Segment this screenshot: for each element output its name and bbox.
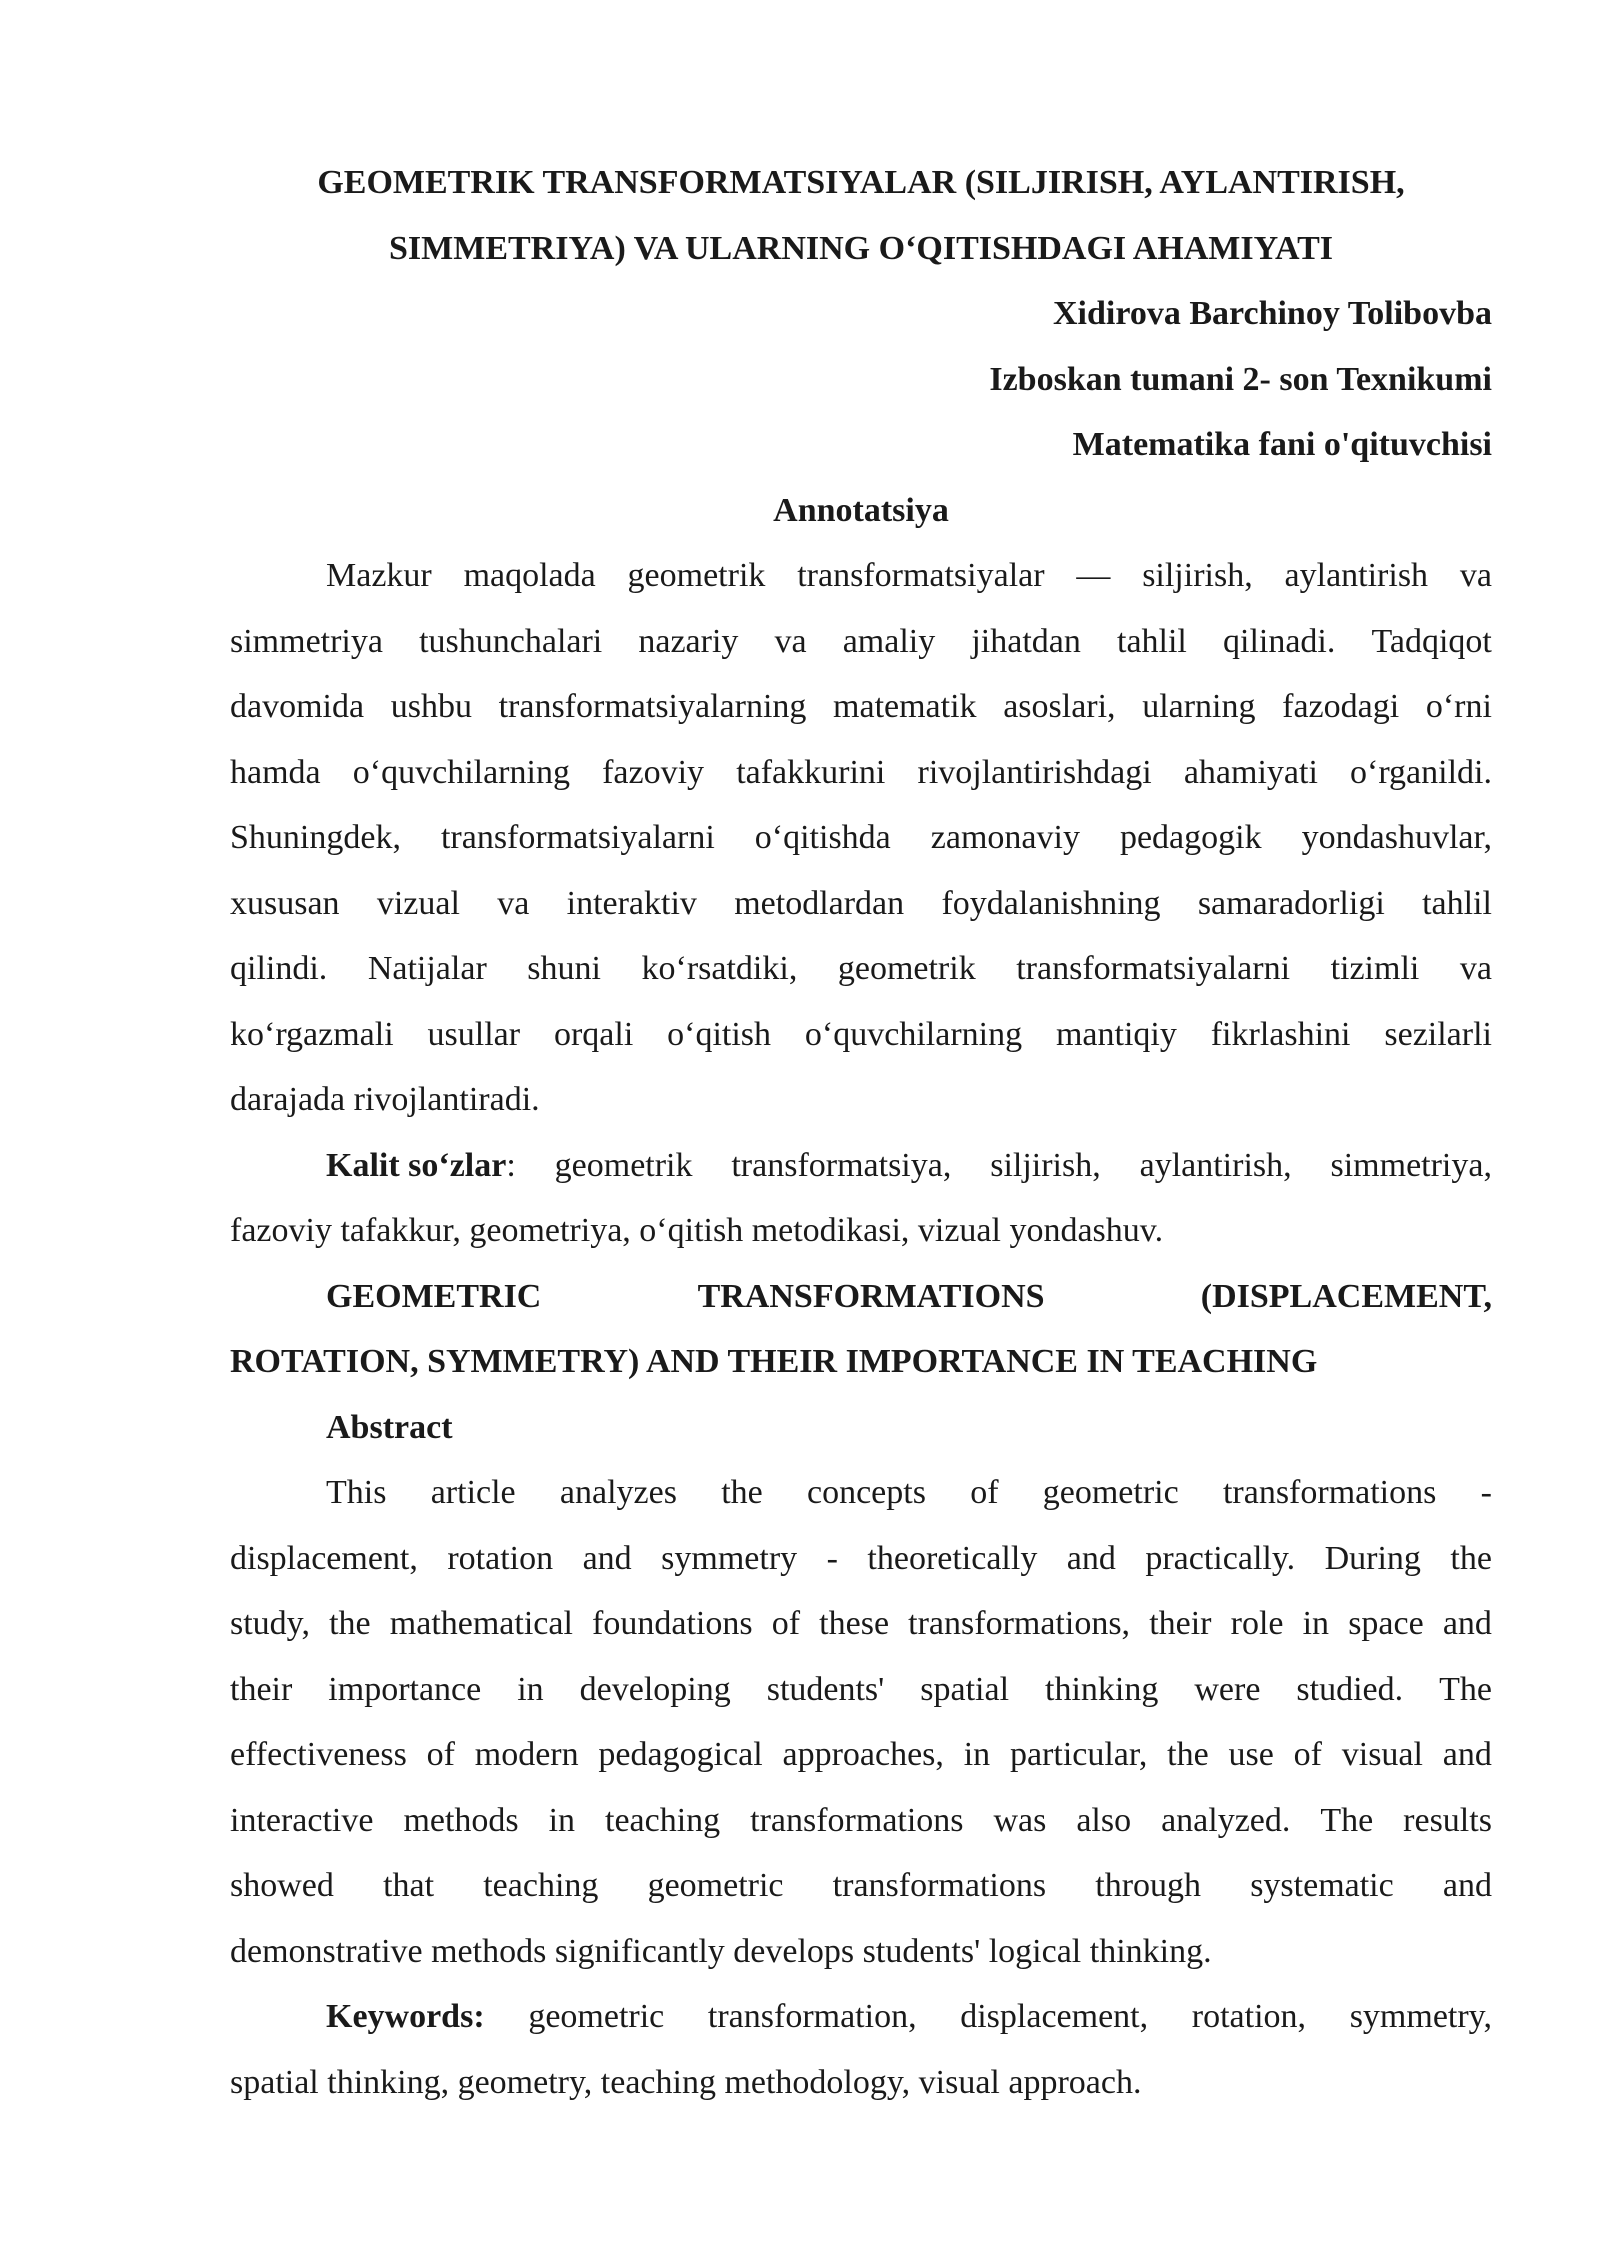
word: of: [970, 1474, 999, 1511]
keywords-uz-label: Kalit so‘zlar: [326, 1146, 507, 1184]
word: The: [1320, 1801, 1374, 1839]
word: hamda: [230, 753, 321, 791]
word: foydalanishning: [941, 884, 1161, 922]
word: geometrik: [837, 950, 976, 987]
word: o‘quvchilarning: [352, 753, 570, 791]
word: space: [1348, 1605, 1424, 1642]
word: Shuningdek,: [230, 819, 401, 856]
word: transformatsiyalarni: [440, 819, 715, 856]
word: displacement,: [230, 1539, 418, 1577]
word: sezilarli: [1384, 1015, 1492, 1053]
word: geometrik: [627, 557, 766, 594]
word: fazodagi: [1282, 688, 1400, 725]
abstract-line: [230, 1722, 1492, 1788]
word: analyzed.: [1161, 1801, 1291, 1839]
annotation-line: [230, 674, 1492, 740]
word: practically.: [1145, 1539, 1296, 1577]
word: va: [497, 884, 530, 922]
word: vizual: [376, 884, 460, 922]
word: methods: [403, 1801, 519, 1839]
word: in: [1302, 1605, 1330, 1642]
word: and: [1442, 1605, 1492, 1642]
word: pedagogical: [598, 1736, 763, 1773]
word: fikrlashini: [1210, 1015, 1351, 1053]
word: transformatsiyalarni: [1016, 950, 1291, 987]
word: ko‘rgazmali: [230, 1015, 394, 1053]
word: o‘rganildi.: [1350, 753, 1492, 791]
word: During: [1324, 1539, 1421, 1577]
word: theoretically: [867, 1539, 1038, 1577]
paper-title: [230, 150, 1492, 281]
english-title-word: TRANSFORMATIONS: [697, 1277, 1045, 1315]
word: matematik: [833, 688, 977, 725]
word: study,: [230, 1605, 310, 1642]
word: particular,: [1009, 1736, 1148, 1773]
word: Kalit so‘zlar:: [326, 1146, 516, 1184]
word: orqali: [553, 1015, 634, 1053]
word: tushunchalari: [419, 622, 603, 660]
keywords-en-line-2: spatial thinking, geometry, teaching methodology, visual approach.: [230, 2063, 1142, 2101]
word: amaliy: [842, 622, 936, 660]
word: usullar: [427, 1015, 521, 1053]
word: of: [426, 1736, 455, 1773]
word: -: [826, 1539, 838, 1577]
author-name: Xidirova Barchinoy Tolibovba: [1053, 295, 1492, 332]
word: use: [1228, 1736, 1274, 1773]
word: tizimli: [1330, 950, 1420, 987]
english-title-word: (DISPLACEMENT,: [1200, 1277, 1492, 1315]
annotation-body: [230, 543, 1492, 1133]
annotation-line: [230, 609, 1492, 675]
word: qilinadi.: [1223, 622, 1336, 660]
word: showed: [230, 1867, 334, 1904]
word: fazoviy: [602, 753, 705, 791]
word: concepts: [806, 1474, 926, 1511]
word: in: [963, 1736, 991, 1773]
word: transformations,: [908, 1605, 1131, 1642]
keywords-en-label: Keywords:: [326, 1998, 485, 2035]
word: effectiveness: [230, 1736, 407, 1773]
document-page: [230, 150, 1492, 2115]
word: ahamiyati: [1183, 753, 1318, 791]
word: transformatsiya,: [731, 1146, 952, 1184]
word: studied.: [1296, 1670, 1404, 1708]
word: of: [771, 1605, 801, 1642]
word: va: [1459, 950, 1492, 987]
word: rotation: [447, 1539, 554, 1577]
word: nazariy: [638, 622, 739, 660]
word: role: [1230, 1605, 1284, 1642]
word: xususan: [230, 884, 340, 922]
paper-title-line-2: SIMMETRIYA) VA ULARNING O‘QITISHDAGI AHAMIYATI: [389, 229, 1333, 267]
abstract-line: [230, 1591, 1492, 1657]
word: in: [517, 1670, 544, 1708]
keywords-uz: [230, 1133, 1492, 1264]
word: transformations: [750, 1801, 964, 1839]
word: transformations: [1222, 1474, 1437, 1511]
word: their: [1149, 1605, 1212, 1642]
word: aylantirish: [1284, 557, 1429, 594]
word: teaching: [605, 1801, 721, 1839]
word: interaktiv: [566, 884, 697, 922]
annotation-line: [230, 1002, 1492, 1068]
word: symmetry,: [1349, 1998, 1492, 2035]
word: Natijalar: [367, 950, 487, 987]
word: thinking: [1045, 1670, 1159, 1708]
annotation-line: [230, 936, 1492, 1002]
abstract-line: [230, 1853, 1492, 1919]
annotation-line: [230, 871, 1492, 937]
word: results: [1403, 1801, 1492, 1839]
word: ko‘rsatdiki,: [641, 950, 798, 987]
abstract-line: [230, 1788, 1492, 1854]
annotation-line: [230, 543, 1492, 609]
keywords-uz-line-1: [230, 1133, 1492, 1199]
word: metodlardan: [734, 884, 905, 922]
abstract-line: [230, 1657, 1492, 1723]
word: these: [819, 1605, 890, 1642]
annotation-line-last: darajada rivojlantiradi.: [230, 1081, 540, 1118]
keywords-en-line-1: [230, 1984, 1492, 2050]
word: interactive: [230, 1801, 374, 1839]
word: samaradorligi: [1197, 884, 1385, 922]
word: va: [1459, 557, 1492, 594]
english-title: [230, 1264, 1492, 1395]
word: siljirish,: [990, 1146, 1101, 1184]
paper-title-line-1: GEOMETRIK TRANSFORMATSIYALAR (SILJIRISH, AYLANTIRISH,: [317, 164, 1405, 201]
word: students': [766, 1670, 885, 1708]
word: o‘qitishda: [754, 819, 891, 856]
word: were: [1194, 1670, 1261, 1708]
word: and: [1442, 1867, 1492, 1904]
word: geometric: [647, 1867, 784, 1904]
word: their: [230, 1670, 293, 1708]
abstract-heading: Abstract: [326, 1408, 453, 1446]
word: the: [721, 1474, 763, 1511]
word: va: [774, 622, 807, 660]
english-title-line-1: [230, 1264, 1492, 1330]
word: geometrik: [554, 1146, 693, 1184]
annotation-line: [230, 805, 1492, 871]
word: and: [582, 1539, 632, 1577]
author-affiliation: Izboskan tumani 2- son Texnikumi: [989, 360, 1492, 398]
word: and: [1066, 1539, 1116, 1577]
word: geometric: [1042, 1474, 1179, 1511]
word: spatial: [920, 1670, 1010, 1708]
word: ularning: [1142, 688, 1256, 725]
english-title-line-2: ROTATION, SYMMETRY) AND THEIR IMPORTANCE IN TEACHING: [230, 1343, 1318, 1380]
word: developing: [579, 1670, 731, 1708]
word: zamonaviy: [930, 819, 1080, 856]
word: importance: [328, 1670, 482, 1708]
word: through: [1095, 1867, 1202, 1904]
word: -: [1480, 1474, 1492, 1511]
word: the: [1450, 1539, 1492, 1577]
word: maqolada: [463, 557, 596, 594]
word: aylantirish,: [1139, 1146, 1292, 1184]
word: displacement,: [960, 1998, 1149, 2035]
word: article: [430, 1474, 516, 1511]
word: mathematical: [389, 1605, 573, 1642]
word: jihatdan: [971, 622, 1081, 660]
word: transformation,: [707, 1998, 917, 2035]
word: rotation,: [1191, 1998, 1307, 2035]
word: transformatsiyalarning: [498, 688, 807, 725]
word: rivojlantirishdagi: [917, 753, 1152, 791]
annotation-line: [230, 740, 1492, 806]
abstract-body: [230, 1460, 1492, 1984]
abstract-line-last: demonstrative methods significantly develops students' logical thinking.: [230, 1932, 1212, 1970]
word: mantiqiy: [1055, 1015, 1177, 1053]
word: [326, 1984, 485, 2050]
word: ushbu: [390, 688, 472, 725]
word: symmetry: [661, 1539, 798, 1577]
word: qilindi.: [230, 950, 328, 987]
word: transformatsiyalar: [797, 557, 1045, 594]
word: o‘quvchilarning: [804, 1015, 1023, 1053]
word: o‘qitish: [667, 1015, 772, 1053]
word: yondashuvlar,: [1301, 819, 1492, 856]
word: also: [1076, 1801, 1132, 1839]
word: in: [548, 1801, 576, 1839]
word: and: [1442, 1736, 1492, 1773]
word: of: [1293, 1736, 1322, 1773]
word: was: [993, 1801, 1047, 1839]
word: tafakkurini: [736, 753, 886, 791]
word: the: [1167, 1736, 1209, 1773]
word: o‘rni: [1425, 688, 1492, 725]
word: shuni: [527, 950, 601, 987]
abstract-line: [230, 1460, 1492, 1526]
word: systematic: [1250, 1867, 1394, 1904]
english-title-word: GEOMETRIC: [326, 1277, 542, 1315]
word: The: [1439, 1670, 1492, 1708]
word: visual: [1341, 1736, 1423, 1773]
word: teaching: [483, 1867, 599, 1904]
word: This: [326, 1474, 387, 1511]
word: tahlil: [1422, 884, 1492, 922]
word: asoslari,: [1003, 688, 1116, 725]
word: pedagogik: [1119, 819, 1262, 856]
word: that: [383, 1867, 435, 1904]
word: transformations: [832, 1867, 1047, 1904]
word: foundations: [592, 1605, 753, 1642]
word: siljirish,: [1142, 557, 1253, 594]
word: —: [1076, 557, 1111, 594]
word: Mazkur: [326, 557, 432, 594]
word: modern: [474, 1736, 579, 1773]
annotation-heading: Annotatsiya: [773, 491, 949, 529]
word: Tadqiqot: [1371, 622, 1492, 660]
word: geometric: [528, 1998, 665, 2035]
abstract-line: [230, 1526, 1492, 1592]
word: the: [329, 1605, 371, 1642]
word: davomida: [230, 688, 365, 725]
word: tahlil: [1117, 622, 1187, 660]
word: analyzes: [559, 1474, 677, 1511]
word: simmetriya: [230, 622, 383, 660]
author-position: Matematika fani o'qituvchisi: [1072, 426, 1492, 463]
word: simmetriya,: [1330, 1146, 1492, 1184]
keywords-en: [230, 1984, 1492, 2115]
keywords-uz-line-2: fazoviy tafakkur, geometriya, o‘qitish metodikasi, vizual yondashuv.: [230, 1212, 1164, 1249]
word: approaches,: [782, 1736, 944, 1773]
